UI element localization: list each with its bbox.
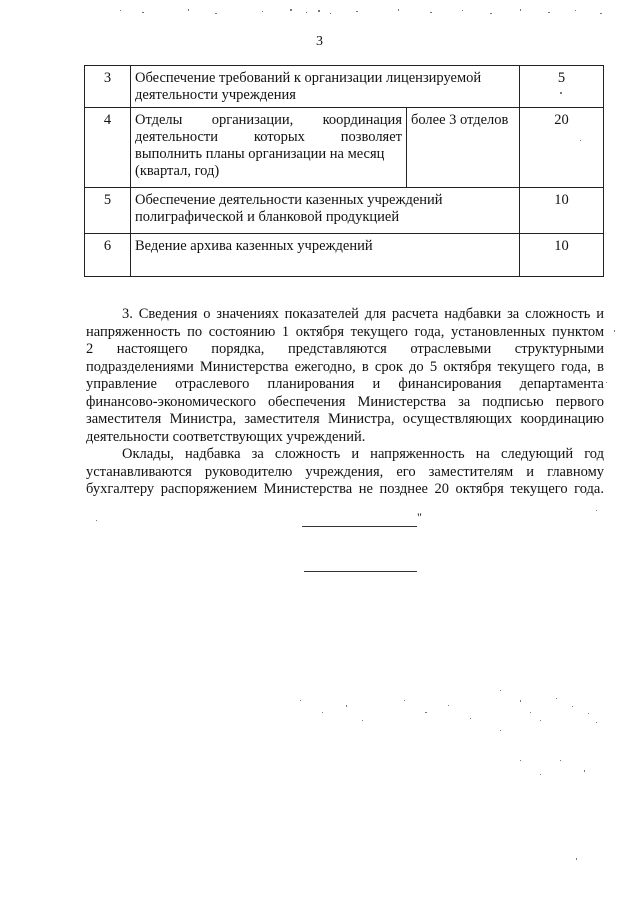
row-description	[131, 188, 520, 234]
criteria-table	[84, 65, 604, 277]
page-number: 3	[316, 34, 323, 49]
description-line: деятельности учреждения	[135, 87, 296, 103]
row-points: 20	[520, 108, 604, 188]
row-description	[131, 234, 520, 277]
row-number: 5	[85, 188, 131, 234]
row-description	[131, 108, 407, 188]
description-line: Ведение архива казенных учреждений	[135, 238, 373, 254]
description-line: Обеспечение требований к организации лицензируемой	[135, 70, 482, 86]
closing-quote-mark: "	[417, 510, 422, 524]
description-line: деятельности которых позволяет	[135, 129, 402, 145]
description-line: Обеспечение деятельности казенных учреждений	[135, 192, 443, 208]
description-line: полиграфической и бланковой продукцией	[135, 209, 400, 225]
table-row	[85, 66, 604, 108]
row-number: 3	[85, 66, 131, 108]
paragraph-line: финансово-экономического обеспечения Министерства за подписью первого	[86, 393, 604, 410]
table-row	[85, 108, 604, 188]
row-points: 10	[520, 234, 604, 277]
table-row	[85, 188, 604, 234]
paragraph-line: управление отраслевого планирования и финансирования департамента	[86, 376, 604, 392]
paragraph-line: напряженность по состоянию 1 октября текущего года, установленных пунктом	[86, 323, 604, 340]
table-row	[85, 234, 604, 277]
paragraph-line: 2 настоящего порядка, представляются отраслевыми структурными	[86, 341, 604, 357]
paragraph-line: подразделениями Министерства ежегодно, в срок до 5 октября текущего года, в	[86, 358, 604, 375]
row-points: 5	[520, 66, 604, 108]
paragraph-salary-order	[86, 446, 604, 499]
description-line: выполнить планы организации на месяц	[135, 146, 385, 162]
row-description	[131, 66, 520, 108]
paragraph-line: Оклады, надбавка за сложность и напряженность на следующий год	[122, 446, 604, 462]
paragraph-line: 3. Сведения о значениях показателей для расчета надбавки за сложность и	[122, 306, 604, 322]
paragraph-submission-deadline	[86, 306, 604, 446]
row-condition: более 3 отделов	[407, 108, 520, 188]
separator-line	[302, 526, 417, 527]
description-line: Отделы организации, координация	[135, 112, 402, 128]
row-number: 6	[85, 234, 131, 277]
description-line: (квартал, год)	[135, 163, 220, 179]
row-points: 10	[520, 188, 604, 234]
paragraph-line: устанавливаются руководителю учреждения, его заместителям и главному	[86, 463, 604, 480]
paragraph-line: бухгалтеру распоряжением Министерства не позднее 20 октября текущего года.	[86, 481, 604, 497]
row-number: 4	[85, 108, 131, 188]
paragraph-line: заместителя Министра, заместителя Министра, осуществляющих координацию	[86, 411, 604, 427]
separator-line	[304, 571, 417, 572]
paragraph-line: деятельности соответствующих учреждений.	[86, 428, 366, 445]
